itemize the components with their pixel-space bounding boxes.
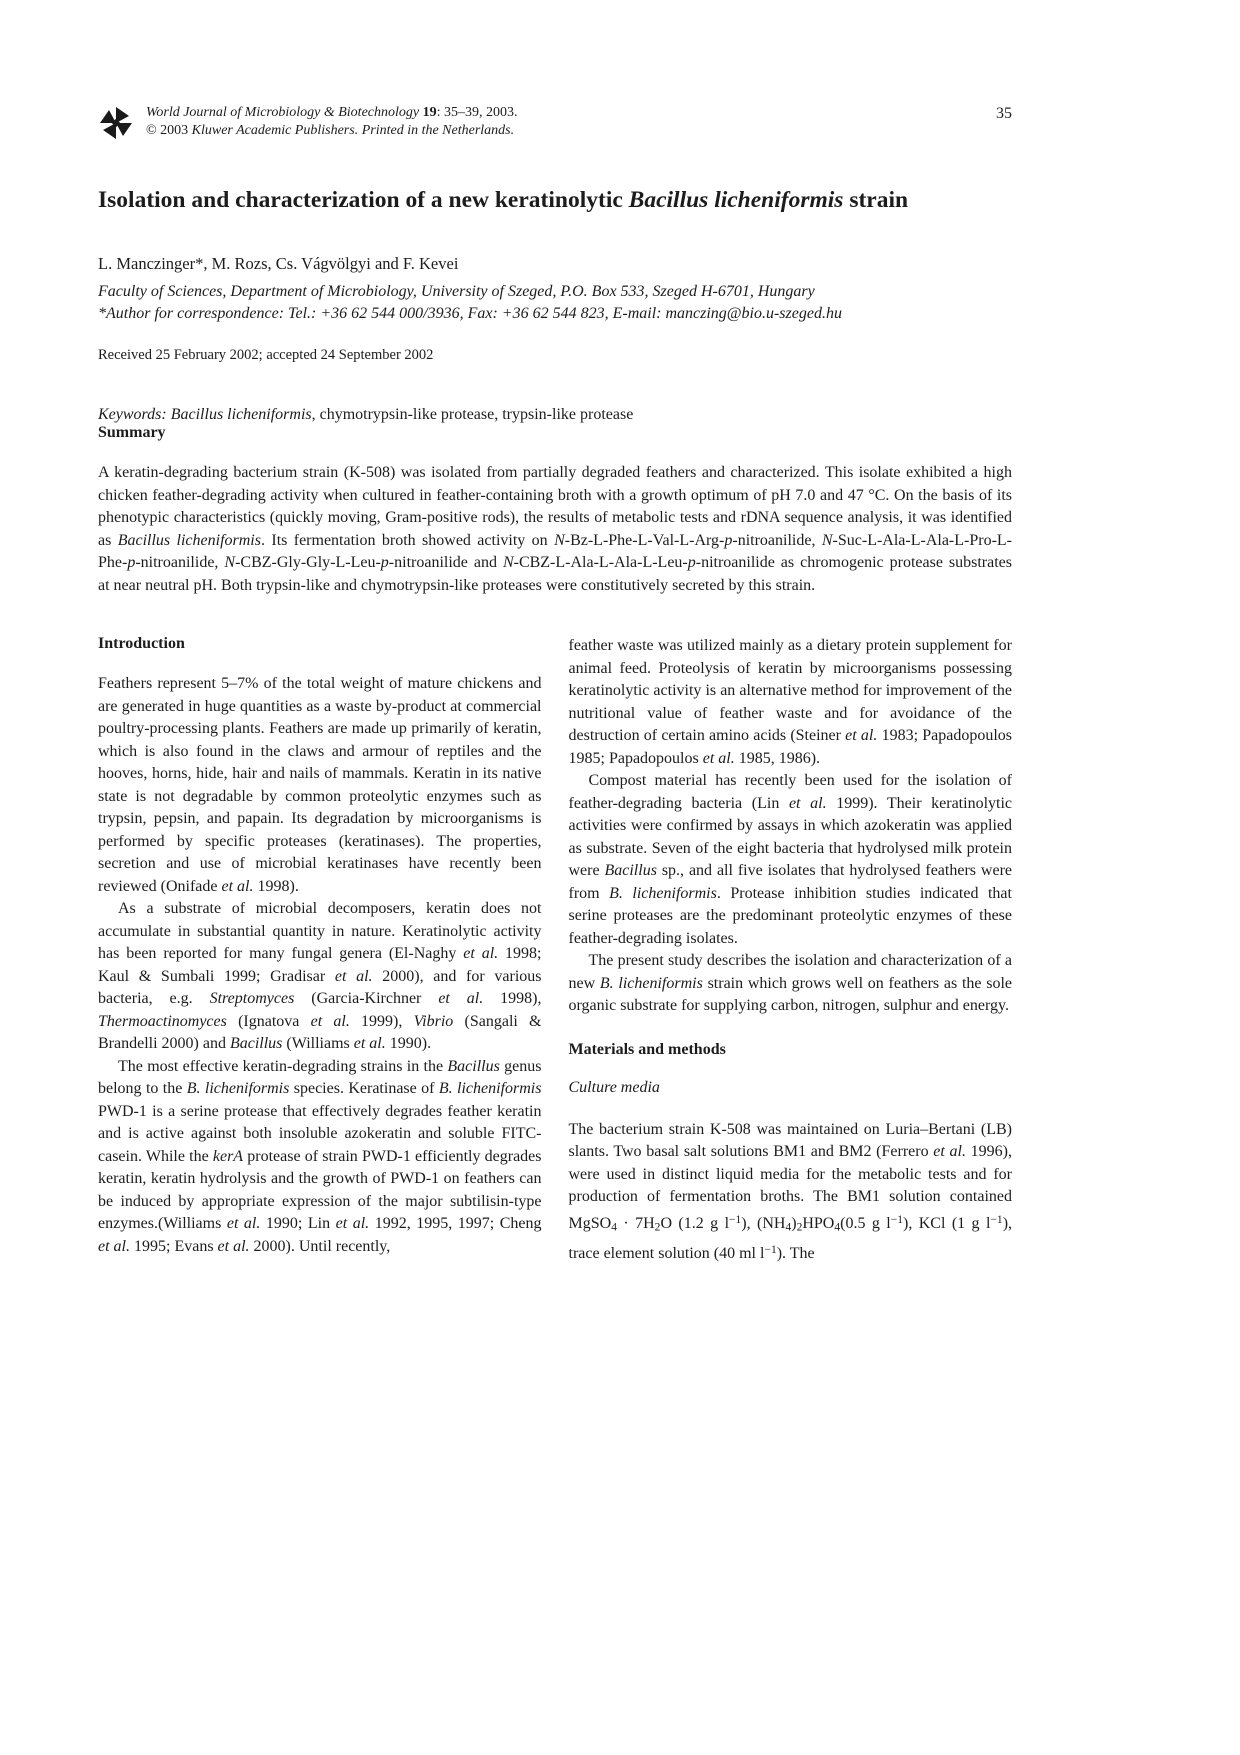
journal-info	[146, 104, 518, 139]
intro-paragraph-6: The present study describes the isolation and characterization of a new B. licheniformis strain which grows well on feathers as the sole organic substrate for supplying carbon, nitrogen, sulphur and energy.	[568, 952, 1013, 1014]
summary-heading: Summary	[98, 424, 166, 441]
intro-paragraph-3: The most effective keratin-degrading strains in the Bacillus genus belong to the B. licheniformis species. Keratinase of B. licheniformis PWD-1 is a serine protease that effectively degrades feather keratin and is active against both insoluble azokeratin and soluble FITC-casein. While the kerA protease of strain PWD-1 efficiently degrades keratin, keratin hydrolysis and the growth of PWD-1 on feathers can be induced by appropriate expression of the major subtilisin-type enzymes.(Williams et al. 1990; Lin et al. 1992, 1995, 1997; Cheng et al. 1995; Evans et al. 2000). Until recently,	[98, 1057, 542, 1255]
authors-line: L. Manczinger*, M. Rozs, Cs. Vágvölgyi and F. Kevei	[98, 254, 459, 273]
publisher-logo-icon	[98, 105, 134, 141]
received-line: Received 25 February 2002; accepted 24 September 2002	[98, 347, 434, 363]
affiliation-line: Faculty of Sciences, Department of Microbiology, University of Szeged, P.O. Box 533, Szeged H-6701, Hungary	[98, 283, 815, 300]
materials-paragraph-1: The bacterium strain K-508 was maintained on Luria–Bertani (LB) slants. Two basal salt solutions BM1 and BM2 (Ferrero et al. 1996), were used in distinct liquid media for the metabolic tests and for production of fermentation broths. The BM1 solution contained MgSO4 · 7H2O (1.2 g $l^{-1}$), (NH4)2HPO4(0.5 g $l^{-1}$), KCl (1 g $l^{-1}$), trace element solution (40 ml $l^{-1}$). The	[568, 1120, 1013, 1262]
intro-paragraph-1: Feathers represent 5–7% of the total weight of mature chickens and are generated in huge quantities as a waste by-product at commercial poultry-processing plants. Feathers are made up primarily of keratin, which is also found in the claws and armour of reptiles and the hooves, horns, hide, hair and nails of mammals. Keratin in its native state is not degradable by common proteolytic enzymes such as trypsin, pepsin, and papain. Its degradation by microorganisms is performed by specific proteases (keratinases). The properties, secretion and use of microbial keratinases have recently been reviewed (Onifade et al. 1998).	[98, 675, 542, 895]
correspondence-line: *Author for correspondence: Tel.: +36 62 544 000/3936, Fax: +36 62 544 823, E-mail: manczing@bio.u-szeged.hu	[98, 305, 842, 322]
keywords-line: Keywords: Bacillus licheniformis, chymotrypsin-like protease, trypsin-like protease	[98, 406, 634, 423]
two-column-area	[98, 635, 1012, 1265]
page-header	[98, 104, 1012, 141]
page-number: 35	[996, 105, 1012, 122]
intro-paragraph-4: feather waste was utilized mainly as a dietary protein supplement for animal feed. Proteolysis of keratin by microorganisms possessing keratinolytic activity is an alternative method for improvement of the nutritional value of feather waste and for avoidance of the destruction of certain amino acids (Steiner et al. 1983; Papadopoulos 1985; Papadopoulos et al. 1985, 1986).	[568, 637, 1012, 767]
intro-paragraph-2: As a substrate of microbial decomposers, keratin does not accumulate in substantial quantity in nature. Keratinolytic activity has been reported for many fungal genera (El-Naghy et al. 1998; Kaul & Sumbali 1999; Gradisar et al. 2000), and for various bacteria, e.g. Streptomyces (Garcia-Kirchner et al. 1998), Thermoactinomyces (Ignatova et al. 1999), Vibrio (Sangali & Brandelli 2000) and Bacillus (Williams et al. 1990).	[98, 900, 542, 1052]
summary-paragraph: A keratin-degrading bacterium strain (K-508) was isolated from partially degraded feathers and characterized. This isolate exhibited a high chicken feather-degrading activity when cultured in feather-containing broth with a growth optimum of pH 7.0 and 47 °C. On the basis of its phenotypic characteristics (quickly moving, Gram-positive rods), the results of metabolic tests and rDNA sequence analysis, it was identified as Bacillus licheniformis. Its fermentation broth showed activity on N-Bz-L-Phe-L-Val-L-Arg-p-nitroanilide, N-Suc-L-Ala-L-Ala-L-Pro-L-Phe-p-nitroanilide, N-CBZ-Gly-Gly-L-Leu-p-nitroanilide and N-CBZ-L-Ala-L-Ala-L-Leu-p-nitroanilide as chromogenic protease substrates at near neutral pH. Both trypsin-like and chymotrypsin-like proteases were constitutively secreted by this strain.	[98, 464, 1013, 594]
right-column	[569, 635, 1013, 1265]
journal-citation-line: World Journal of Microbiology & Biotechnology 19: 35–39, 2003.	[146, 105, 518, 120]
materials-heading: Materials and methods	[568, 1040, 726, 1058]
copyright-line: © 2003 Kluwer Academic Publishers. Printed in the Netherlands.	[146, 122, 515, 138]
page-content	[98, 0, 1012, 1265]
left-column	[98, 635, 542, 1265]
intro-paragraph-5: Compost material has recently been used for the isolation of feather-degrading bacteria (Lin et al. 1999). Their keratinolytic activities were confirmed by assays in which azokeratin was applied as substrate. Seven of the eight bacteria that hydrolysed milk protein were Bacillus sp., and all five isolates that hydrolysed feathers were from B. licheniformis. Protease inhibition studies indicated that serine proteases are the predominant proteolytic enzymes of these feather-degrading isolates.	[568, 772, 1013, 947]
article-title: Isolation and characterization of a new keratinolytic Bacillus licheniformis strain	[98, 187, 909, 213]
introduction-heading: Introduction	[98, 635, 185, 652]
culture-media-subheading: Culture media	[568, 1078, 660, 1096]
